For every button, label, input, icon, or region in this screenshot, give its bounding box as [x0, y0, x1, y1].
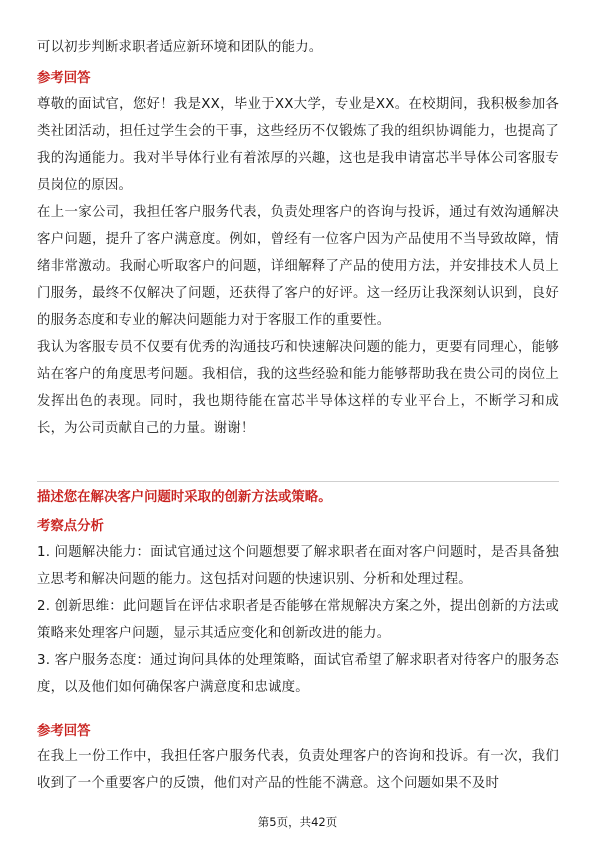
answer2-heading-block: [37, 722, 559, 742]
intro-tail-text: 可以初步判断求职者适应新环境和团队的能力。: [37, 40, 323, 55]
analysis-heading-block: [37, 517, 559, 537]
question2-title-block: [37, 488, 559, 508]
analysis-item-2: 2. 创新思维：此问题旨在评估求职者是否能够在常规解决方案之外，提出创新的方法或策略来处理客户问题，显示其适应变化和创新改进的能力。: [37, 599, 559, 641]
answer1-paragraph-1: 尊敬的面试官，您好！我是XX，毕业于XX大学，专业是XX。在校期间，我积极参加各类社团活动，担任过学生会的干事，这些经历不仅锻炼了我的组织协调能力，也提高了我的沟通能力。我对半导体行业有着浓厚的兴趣，这也是我申请富芯半导体公司客服专员岗位的原因。: [37, 97, 559, 193]
analysis-list: [37, 539, 559, 701]
answer1-heading: 参考回答: [37, 71, 91, 86]
answer1-paragraph-2: 在上一家公司，我担任客户服务代表，负责处理客户的咨询与投诉，通过有效沟通解决客户问题，提升了客户满意度。例如，曾经有一位客户因为产品使用不当导致故障，情绪非常激动。我耐心听取客户的问题，详细解释了产品的使用方法，并安排技术人员上门服务，最终不仅解决了问题，还获得了客户的好评。这一经历让我深刻认识到，良好的服务态度和专业的解决问题能力对于客服工作的重要性。: [37, 205, 559, 328]
answer1-paragraph-3: 我认为客服专员不仅要有优秀的沟通技巧和快速解决问题的能力，更要有同理心，能够站在客户的角度思考问题。我相信，我的这些经验和能力能够帮助我在贵公司的岗位上发挥出色的表现。同时，我也期待能在富芯半导体这样的专业平台上，不断学习和成长，为公司贡献自己的力量。谢谢！: [37, 340, 559, 436]
answer2-heading: 参考回答: [37, 724, 91, 739]
question2-title: 描述您在解决客户问题时采取的创新方法或策略。: [37, 490, 332, 505]
analysis-item-3: 3. 客户服务态度：通过询问具体的处理策略，面试官希望了解求职者对待客户的服务态度，以及他们如何确保客户满意度和忠诚度。: [37, 653, 559, 695]
analysis-heading: 考察点分析: [37, 519, 104, 534]
answer2-body: [37, 743, 559, 797]
answer1-heading-block: [37, 69, 559, 89]
answer2-paragraph: 在我上一份工作中，我担任客户服务代表，负责处理客户的咨询和投诉。有一次，我们收到了一个重要客户的反馈，他们对产品的性能不满意。这个问题如果不及时: [37, 749, 559, 791]
section-divider: [37, 481, 559, 482]
page-footer: 第5页，共42页: [257, 815, 338, 829]
answer1-body: [37, 91, 559, 442]
intro-tail-block: [37, 34, 559, 61]
analysis-item-1: 1. 问题解决能力：面试官通过这个问题想要了解求职者在面对客户问题时，是否具备独立思考和解决问题的能力。这包括对问题的快速识别、分析和处理过程。: [37, 545, 559, 587]
